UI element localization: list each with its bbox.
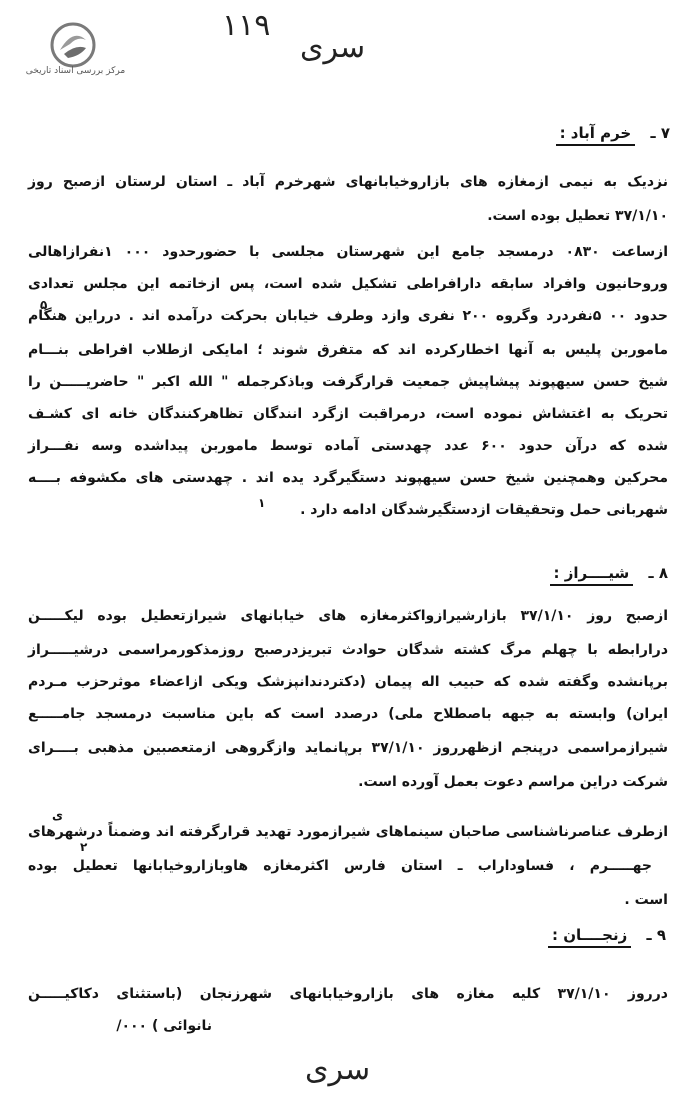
- section-title: زنجــــان :: [548, 926, 631, 948]
- margin-note: ۲: [80, 840, 88, 854]
- text-line: شیرازمراسمی درپنجم ازظهرروز ۳۷/۱/۱۰ برپانماید وازگروهی ازمتعصبین مذهبی بــــرای: [28, 740, 668, 756]
- text-line: محرکین وهمچنین شیخ حسن سیهپوند دستگیرگرد یده اند . چهدستی های مکشوفه بــــه: [28, 470, 668, 486]
- text-line: ایران) وابسته به جبهه باصطلاح ملی) درصدد است که باین مناسبت درمسجد جامـــــع: [28, 706, 668, 722]
- section-heading: [556, 124, 670, 142]
- text-line: ۳۷/۱/۱۰ تعطیل بوده است.: [487, 208, 668, 224]
- section-number: ۷ ـ: [650, 124, 670, 142]
- margin-note: ۱: [258, 496, 266, 510]
- section-title: شیــــراز :: [550, 564, 634, 586]
- section-number: ۹ ـ: [646, 926, 666, 944]
- text-line: شیخ حسن سیهپوند پیشاپیش جمعیت قرارگرفت وباذکرجمله " الله اکبر " حاضریـــــن را: [28, 374, 668, 390]
- text-line: شده که درآن حدود ۶۰۰ عدد چهدستی آماده توسط ماموربن پیداشده وسه نفـــراز: [28, 438, 668, 454]
- text-line: ازطرف عناصرناشناسی صاحبان سینماهای شیرازمورد تهدید قرارگرفته اند وضمناً درشهرهای: [28, 824, 668, 840]
- text-line: ازساعت ۰۸۳۰ درمسجد جامع این شهرستان مجلسی با حضورحدود ۰۰۰ ۱نفرازاهالی: [28, 244, 669, 260]
- text-line: است .: [624, 892, 668, 908]
- text-line: برپانشده وگفته شده که حبیب اله پیمان (دکتردندانپزشک ویکی ازاعضاء موثرحزب مـردم: [28, 674, 668, 690]
- text-line: تحریک به اغتشاش نموده است، درمراقبت ازگرد انندگان تظاهرکنندگان خانه ای کشـف: [28, 406, 668, 422]
- archive-logo-icon: [50, 22, 96, 68]
- section-heading: [550, 564, 668, 582]
- text-line: درروز ۳۷/۱/۱۰ کلیه مغازه های بازاروخیابانهای شهرزنجان (باستثنای دکاکیـــــن: [28, 986, 668, 1002]
- classification-footer: سری: [305, 1052, 371, 1087]
- text-line: شهربانی حمل وتحقیقات ازدستگیرشدگان ادامه دارد .: [300, 502, 668, 518]
- text-line: شرکت دراین مراسم دعوت بعمل آورده است.: [358, 774, 668, 790]
- text-line: جهـــــرم ، فساوداراب ـ استان فارس اکثرمغازه هاوبازاروخیابانها تعطیل بوده: [28, 858, 652, 874]
- section-heading: [548, 926, 666, 944]
- page-number: ۱۱۹: [222, 8, 271, 43]
- text-line: درارابطه با چهلم مرگ کشته شدگان حوادث تبریزدرصبح روزمذکورمراسمی درشیـــــراز: [28, 642, 668, 658]
- section-title: خرم آباد :: [556, 124, 636, 146]
- text-line: وروحانیون وافراد سابقه دارافراطی تشکیل شده است، پس ازخاتمه این مجلس تعدادی: [28, 276, 668, 292]
- margin-note: ی: [52, 808, 63, 822]
- classification-header: سری: [300, 30, 366, 65]
- archive-name: مرکز بررسی اسناد تاریخی: [25, 66, 126, 76]
- section-number: ۸ ـ: [648, 564, 668, 582]
- text-line: نزدیک به نیمی ازمغازه های بازاروخیابانهای شهرخرم آباد ـ استان لرستان ازصبح روز: [28, 174, 668, 190]
- margin-note: ۵: [40, 298, 48, 312]
- text-line: نانوائی ) ۰۰۰/: [116, 1018, 212, 1034]
- text-line: ماموربن پلیس به آنها اخطارکرده اند که متفرق شوند ؛ امایکی ازطلاب افراطی بنـــام: [28, 342, 668, 358]
- text-line: حدود ۰۰ ۵نفردرد وگروه ۲۰۰ نفری وازد وطرف خیابان بحرکت درآمده اند . درراین هنگام: [28, 308, 669, 324]
- text-line: ازصبح روز ۳۷/۱/۱۰ بازارشیرازواکثرمغازه های خیابانهای شیرازتعطیل بوده لیکـــــن: [28, 608, 668, 624]
